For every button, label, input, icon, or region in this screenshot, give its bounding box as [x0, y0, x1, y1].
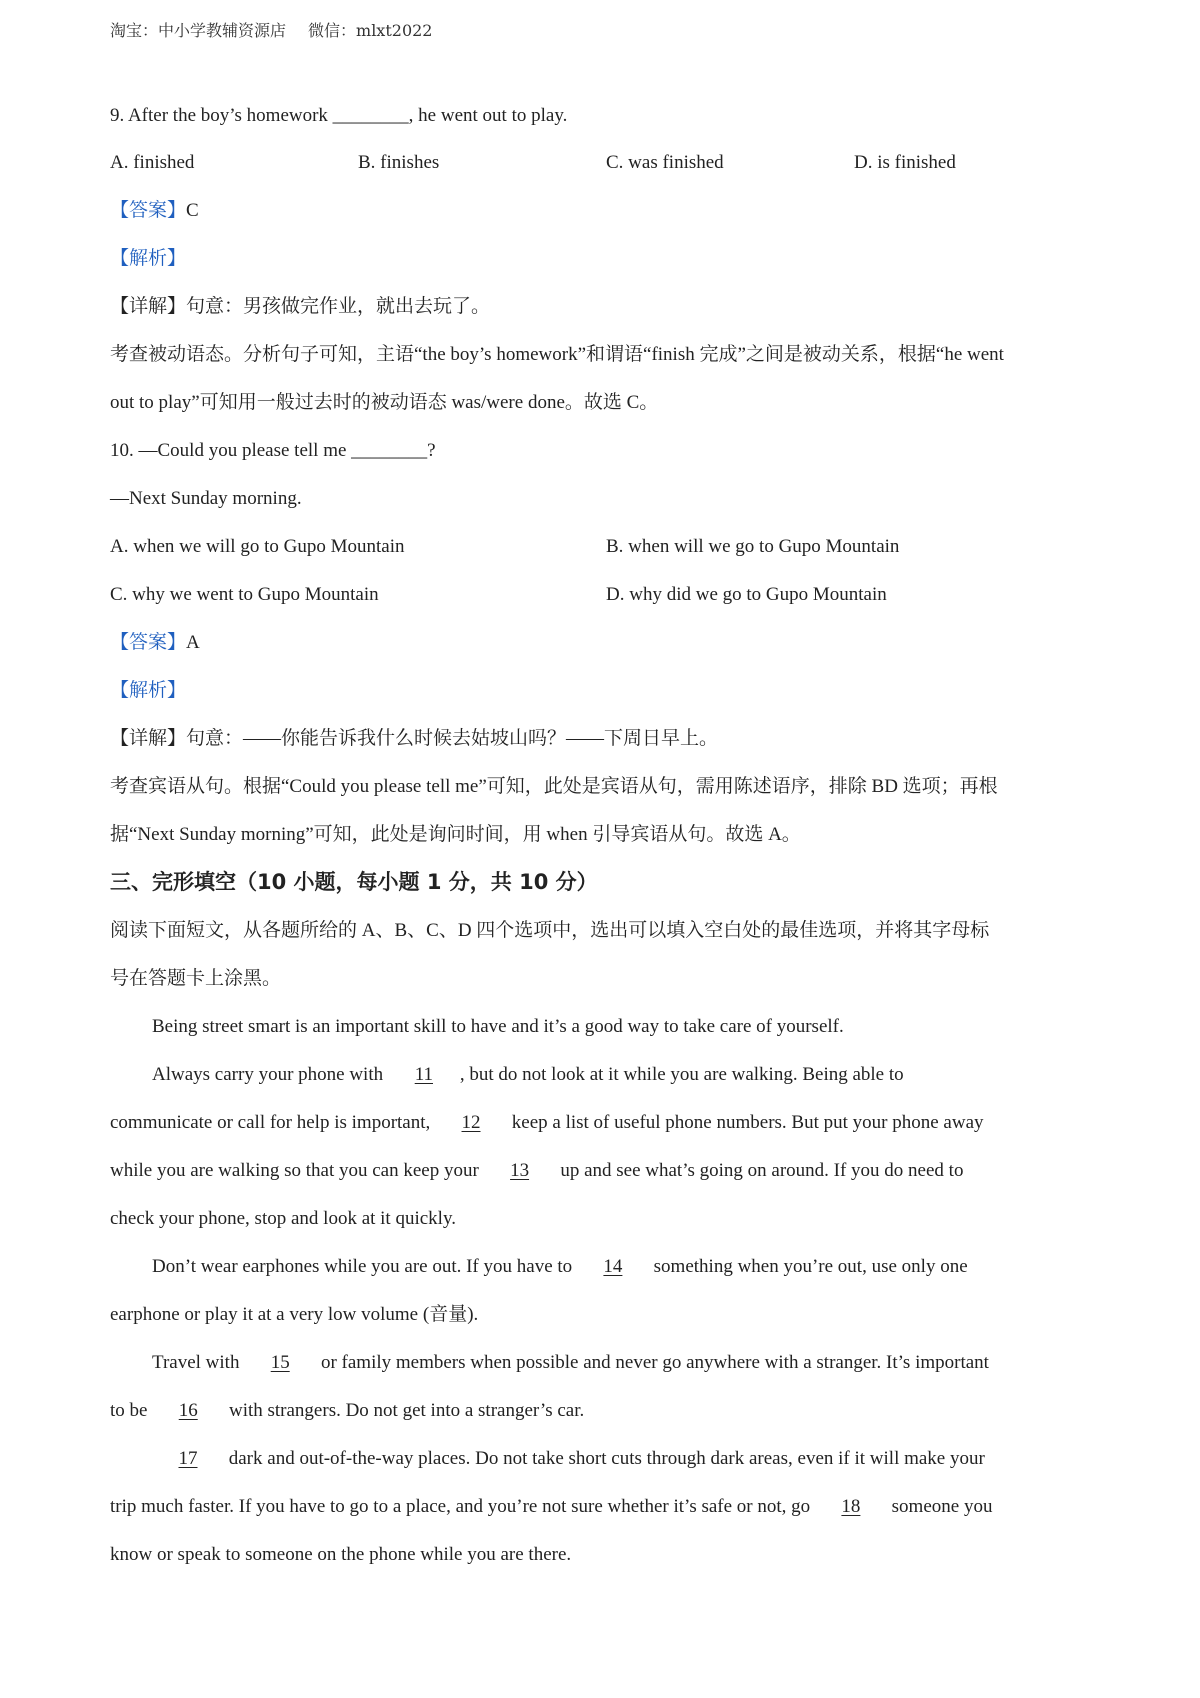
q9-explain-line-2: out to play”可知用一般过去时的被动语态 was/were done。故选 C。: [110, 392, 659, 413]
q9-option-d: D. is finished: [854, 152, 956, 173]
passage-paragraph-1: Being street smart is an important skill to have and it’s a good way to take care of yourself.: [152, 1016, 844, 1037]
q9-detail: [110, 294, 490, 320]
text-segment: Travel with: [152, 1352, 245, 1373]
section-instruction-1: 阅读下面短文，从各题所给的 A、B、C、D 四个选项中，选出可以填入空白处的最佳选项，并将其字母标: [110, 920, 990, 941]
text-segment: , but do not look at it while you are walking. Being able to: [459, 1064, 904, 1085]
q10-analysis-tag: 【解析】: [110, 680, 187, 701]
blank-12: 12: [461, 1112, 481, 1133]
blank-13: 13: [510, 1160, 530, 1181]
q10-detail-text: 句意：——你能告诉我什么时候去姑坡山吗？——下周日早上。: [186, 728, 719, 749]
q9-analysis-tag: 【解析】: [110, 248, 187, 269]
q10-answer-value: A: [186, 632, 200, 653]
blank-11: 11: [414, 1064, 433, 1085]
text-segment: someone you: [886, 1496, 993, 1517]
page-header: [110, 18, 432, 41]
passage-paragraph-5-line-3: know or speak to someone on the phone while you are there.: [110, 1544, 572, 1565]
q9-answer-tag: 【答案】: [110, 200, 187, 221]
q10-stem: 10. —Could you please tell me ________?: [110, 440, 436, 461]
q10-explain-line-1: 考查宾语从句。根据“Could you please tell me”可知，此处是宾语从句，需用陈述语序，排除 BD 选项；再根: [110, 776, 998, 797]
q9-option-c: C. was finished: [606, 152, 724, 173]
passage-paragraph-5-line-2: [110, 1494, 992, 1520]
text-segment: while you are walking so that you can keep your: [110, 1160, 484, 1181]
passage-paragraph-2-line-3: [110, 1158, 963, 1184]
passage-paragraph-2-line-1: [110, 1062, 904, 1088]
q10-option-d: D. why did we go to Gupo Mountain: [606, 584, 887, 605]
text-segment: trip much faster. If you have to go to a place, and you’re not sure whether it’s safe or not, go: [110, 1496, 815, 1517]
blank-18: 18: [841, 1496, 861, 1517]
passage-paragraph-5-line-1: [110, 1446, 985, 1472]
q9-option-b: B. finishes: [358, 152, 440, 173]
q10-detail-tag: 【详解】: [110, 728, 187, 749]
q9-detail-tag: 【详解】: [110, 296, 187, 317]
text-segment: or family members when possible and never go anywhere with a stranger. It’s important: [316, 1352, 989, 1373]
passage-paragraph-4-line-1: [110, 1350, 989, 1376]
passage-paragraph-2-line-4: check your phone, stop and look at it quickly.: [110, 1208, 456, 1229]
passage-paragraph-2-line-2: [110, 1110, 984, 1136]
q10-explain-line-2: 据“Next Sunday morning”可知，此处是询问时间，用 when 引导宾语从句。故选 A。: [110, 824, 801, 845]
section-instruction-2: 号在答题卡上涂黑。: [110, 968, 282, 989]
q9-detail-text: 句意：男孩做完作业，就出去玩了。: [186, 296, 491, 317]
q10-answer-tag: 【答案】: [110, 632, 187, 653]
q10-detail: [110, 726, 718, 752]
q10-option-b: B. when will we go to Gupo Mountain: [606, 536, 900, 557]
q9-stem: 9. After the boy’s homework ________, he went out to play.: [110, 105, 568, 126]
text-segment: up and see what’s going on around. If you do need to: [555, 1160, 964, 1181]
q10-reply: —Next Sunday morning.: [110, 488, 302, 509]
q9-explain-line-1: 考查被动语态。分析句子可知，主语“the boy’s homework”和谓语“finish 完成”之间是被动关系，根据“he went: [110, 344, 1004, 365]
text-segment: communicate or call for help is important,: [110, 1112, 436, 1133]
passage-paragraph-3-line-2: earphone or play it at a very low volume (音量).: [110, 1304, 479, 1325]
q9-option-a: A. finished: [110, 152, 195, 173]
blank-14: 14: [603, 1256, 623, 1277]
q10-option-c: C. why we went to Gupo Mountain: [110, 584, 379, 605]
text-segment: with strangers. Do not get into a stranger’s car.: [224, 1400, 585, 1421]
blank-16: 16: [178, 1400, 198, 1421]
text-segment: Always carry your phone with: [152, 1064, 388, 1085]
q10-option-a: A. when we will go to Gupo Mountain: [110, 536, 405, 557]
text-segment: Don’t wear earphones while you are out. If you have to: [152, 1256, 577, 1277]
text-segment: something when you’re out, use only one: [648, 1256, 968, 1277]
header-wechat: 微信：mlxt2022: [308, 21, 433, 40]
blank-15: 15: [270, 1352, 290, 1373]
text-segment: dark and out-of-the-way places. Do not take short cuts through dark areas, even if it will make your: [224, 1448, 985, 1469]
text-segment: to be: [110, 1400, 153, 1421]
passage-paragraph-3-line-1: [110, 1254, 968, 1280]
blank-17: 17: [178, 1448, 198, 1469]
section-title: 三、完形填空（10 小题，每小题 1 分，共 10 分）: [110, 870, 598, 894]
q9-answer-value: C: [186, 200, 199, 221]
q9-answer: [110, 198, 199, 224]
text-segment: keep a list of useful phone numbers. But put your phone away: [507, 1112, 984, 1133]
header-shop: 淘宝：中小学教辅资源店: [110, 21, 287, 40]
q10-answer: [110, 630, 200, 656]
passage-paragraph-4-line-2: [110, 1398, 584, 1424]
